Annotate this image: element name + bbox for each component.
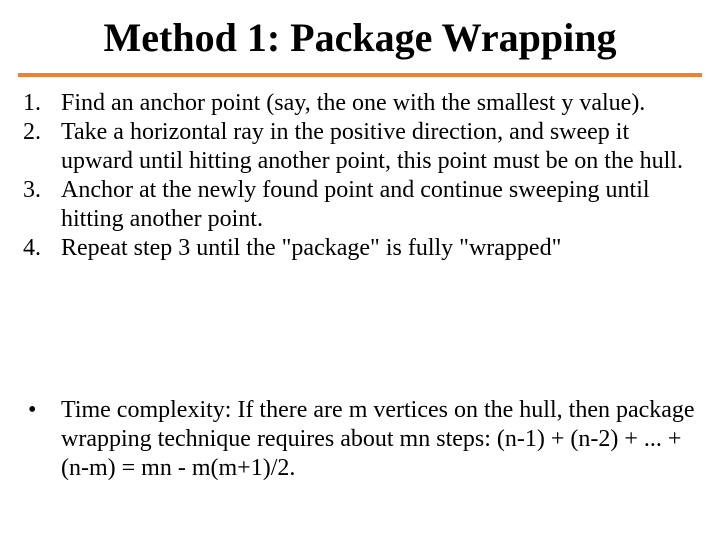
list-item: [0, 89, 720, 118]
step-text: Find an anchor point (say, the one with the smallest y value).: [61, 90, 646, 116]
list-item: [0, 396, 720, 483]
list-item: [0, 234, 720, 263]
steps-list: [0, 89, 720, 263]
slide-title: Method 1: Package Wrapping: [103, 15, 617, 60]
list-item: [0, 176, 720, 234]
step-text: Anchor at the newly found point and continue sweeping until hitting another point.: [61, 177, 650, 232]
list-item: [0, 118, 720, 176]
step-number: 2.: [23, 119, 41, 145]
step-number: 3.: [23, 177, 41, 203]
step-number: 4.: [23, 235, 41, 261]
step-number: 1.: [23, 90, 41, 116]
bullet-list: [0, 396, 720, 483]
step-text: Take a horizontal ray in the positive direction, and sweep it upward until hitting another point, this point must be on the hull.: [61, 119, 683, 174]
title-underline: [18, 73, 702, 77]
bullet-text: Time complexity: If there are m vertices on the hull, then package wrapping technique requires about mn steps: (n-1) + (n-2) + ... + (n-m) = mn - m(m+1)/2.: [61, 397, 695, 481]
bullet-marker: •: [28, 397, 37, 423]
step-text: Repeat step 3 until the "package" is fully "wrapped": [61, 235, 562, 261]
